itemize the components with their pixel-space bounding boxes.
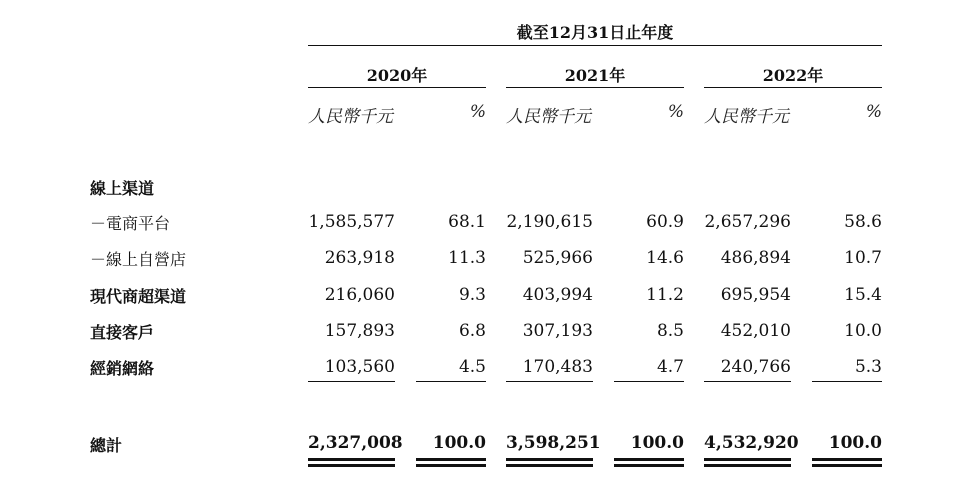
cell-amount: 525,966 [522,248,593,268]
cell-amount: 403,994 [522,285,593,305]
cell-percent: 15.4 [844,285,882,305]
total-amount: 4,532,920 [704,433,799,453]
cell-percent: 9.3 [458,285,486,305]
unit-pct-2021: % [667,102,684,122]
cell-percent: 11.2 [646,285,684,305]
subtotal-rule [506,381,593,382]
total-percent: 100.0 [432,433,486,453]
cell-percent: 8.5 [656,321,684,341]
cell-amount: 307,193 [522,321,593,341]
total-amount: 3,598,251 [506,433,601,453]
total-double-rule [812,458,882,461]
total-double-rule [704,464,791,467]
row-label-modern-retail: 現代商超渠道 [90,287,187,306]
cell-percent: 68.1 [448,212,486,232]
subtotal-rule [308,381,395,382]
row-label-online-channels: 線上渠道 [90,179,155,198]
total-double-rule [416,464,486,467]
row-label-direct-customers: 直接客戶 [90,323,155,342]
total-percent: 100.0 [630,433,684,453]
year-rule-2022 [704,87,882,88]
total-double-rule [614,458,684,461]
total-double-rule [506,458,593,461]
row-label-ecommerce-platforms: －電商平台 [90,214,171,233]
unit-pct-2020: % [469,102,486,122]
subtotal-rule [614,381,684,382]
subtotal-rule [704,381,791,382]
unit-amount-2022: 人民幣千元 [704,107,789,127]
cell-amount: 2,657,296 [704,212,791,232]
cell-percent: 14.6 [646,248,684,268]
year-header-2020: 2020年 [366,66,428,85]
subtotal-rule [812,381,882,382]
cell-percent: 11.3 [448,248,486,268]
total-double-rule [506,464,593,467]
year-rule-2021 [506,87,684,88]
subtotal-rule [416,381,486,382]
cell-amount: 103,560 [324,357,395,377]
period-rule [308,45,882,46]
cell-percent: 6.8 [458,321,486,341]
row-label-online-self-operated: －線上自營店 [90,250,187,269]
year-header-2021: 2021年 [564,66,626,85]
total-amount: 2,327,008 [308,433,403,453]
total-double-rule [614,464,684,467]
total-double-rule [308,464,395,467]
period-header: 截至12月31日止年度 [516,23,674,42]
cell-amount: 695,954 [720,285,791,305]
unit-pct-2022: % [865,102,882,122]
cell-amount: 263,918 [324,248,395,268]
unit-amount-2020: 人民幣千元 [308,107,393,127]
total-double-rule [308,458,395,461]
cell-percent: 10.7 [844,248,882,268]
year-header-2022: 2022年 [762,66,824,85]
cell-percent: 5.3 [854,357,882,377]
row-label-total: 總計 [90,436,123,455]
cell-amount: 170,483 [522,357,593,377]
cell-amount: 2,190,615 [506,212,593,232]
unit-amount-2021: 人民幣千元 [506,107,591,127]
cell-percent: 4.5 [458,357,486,377]
total-double-rule [416,458,486,461]
total-double-rule [812,464,882,467]
cell-percent: 58.6 [844,212,882,232]
cell-amount: 452,010 [720,321,791,341]
cell-amount: 486,894 [720,248,791,268]
total-double-rule [704,458,791,461]
year-rule-2020 [308,87,486,88]
cell-amount: 240,766 [720,357,791,377]
total-percent: 100.0 [828,433,882,453]
cell-amount: 157,893 [324,321,395,341]
cell-percent: 60.9 [646,212,684,232]
cell-amount: 1,585,577 [308,212,395,232]
row-label-distribution-network: 經銷網絡 [90,359,155,378]
cell-percent: 4.7 [656,357,684,377]
cell-percent: 10.0 [844,321,882,341]
cell-amount: 216,060 [324,285,395,305]
